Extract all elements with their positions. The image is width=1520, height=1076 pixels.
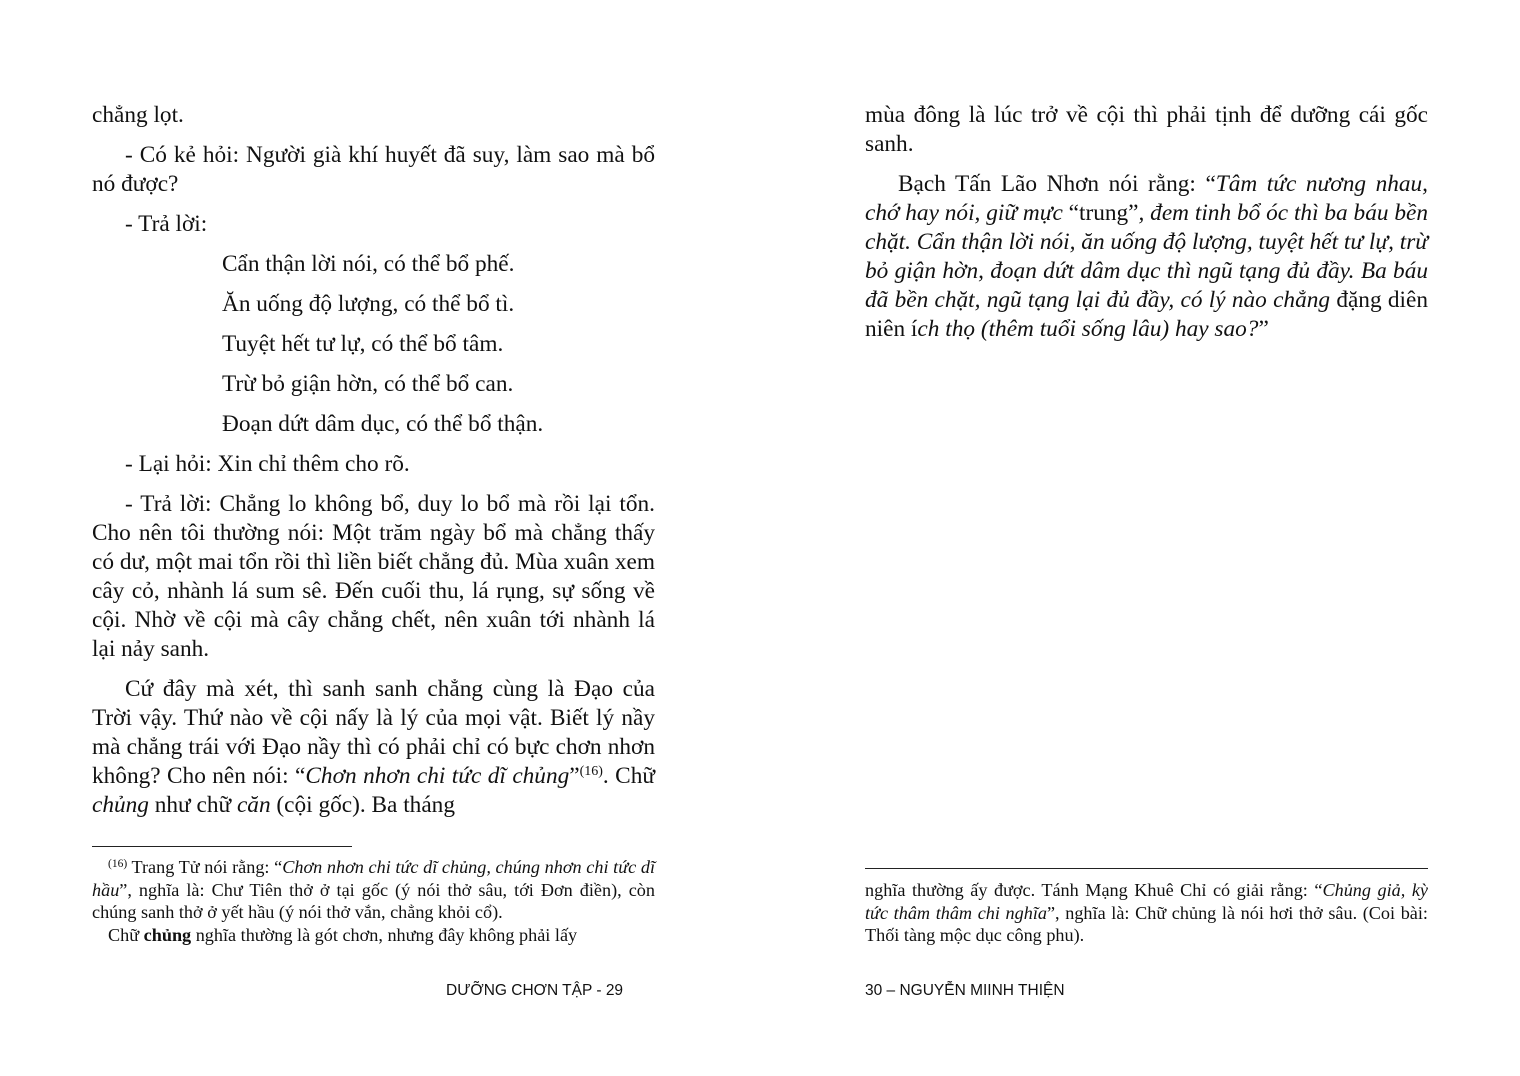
text-run: ”, nghĩa là: Chư Tiên thở ở tại gốc (ý nói thở sâu, tới Đơn điền), còn chúng sanh thở ở yết hầu (ý nói thở vắn, chẳng khỏi cổ). [92, 879, 655, 922]
left-page-body [92, 101, 655, 831]
quote-italic: Chủng giả, kỳ tức thâm thâm chi nghĩa [865, 880, 1428, 923]
paragraph-last [92, 675, 655, 820]
quote-italic: , đem tinh bổ óc thì ba báu bền chặt. Cẩn thận lời nói, ăn uống độ lượng, tuyệt hết tư lự, trừ bỏ giận hờn, đoạn dứt dâm dục thì ngũ tạng đủ đầy. Ba báu đã bền chặt, ngũ tạng lại đủ đầy, có lý nào chẳng [865, 200, 1428, 313]
text-run: Chữ [108, 924, 144, 945]
text-run: ”, nghĩa là: Chữ chủng là nói hơi thở sâu. (Coi bài: Thối tàng mộc dục công phu). [865, 902, 1428, 945]
paragraph: mùa đông là lúc trở về cội thì phải tịnh để dưỡng cái gốc sanh. [865, 102, 1428, 157]
text-run: ” [1258, 316, 1269, 342]
footnote-text [92, 856, 655, 924]
quote-italic: Chơn nhơn chi tức dĩ chủng [305, 763, 570, 789]
verse-line: Tuyệt hết tư lự, có thể bổ tâm. [222, 331, 504, 357]
text-run: Bạch Tấn Lão Nhơn nói rằng: “ [898, 171, 1216, 197]
text-run: nghĩa thường ấy được. Tánh Mạng Khuê Chỉ có giải rằng: “ [865, 880, 1323, 900]
paragraph: - Có kẻ hỏi: Người già khí huyết đã suy, làm sao mà bổ nó được? [92, 142, 655, 197]
text-run: (cội gốc). Ba tháng [270, 792, 455, 818]
footnote-divider [865, 868, 1428, 869]
footnote-text [92, 924, 655, 947]
text-run: ” [569, 763, 580, 789]
verse-line: Cẩn thận lời nói, có thể bổ phế. [222, 251, 515, 277]
quote-italic: ch thọ (thêm tuổi sống lâu) hay sao? [917, 316, 1259, 342]
paragraph: - Lại hỏi: Xin chỉ thêm cho rõ. [125, 451, 410, 477]
text-run: Cứ đây mà xét, thì sanh sanh chẳng cùng là Đạo của Trời vậy. Thứ nào về cội nấy là lý của mọi vật. Biết lý nầy mà chẳng trái với Đạo nầy thì có phải chỉ có bực chơn nhơn không? Cho nên nói: “ [92, 676, 655, 789]
footnote-ref: (16) [579, 764, 603, 779]
footnote-continued [865, 879, 1428, 947]
right-page-body [865, 101, 1428, 355]
footnote-marker: (16) [108, 858, 128, 870]
footnote-divider [92, 846, 352, 847]
page-folio: 30 – NGUYỄN MIINH THIỆN [865, 982, 1065, 999]
text-run: nghĩa thường là gót chơn, nhưng đây không phải lấy [191, 924, 578, 945]
footnote-text [865, 879, 1428, 947]
text-run: đặng diên niên í [865, 287, 1428, 342]
verse-line: Đoạn dứt dâm dục, có thể bổ thận. [222, 411, 544, 437]
paragraph [865, 170, 1428, 344]
term-italic: căn [236, 792, 271, 818]
text-run: Trang Tử nói rằng: “ [127, 857, 283, 877]
footnote [92, 856, 655, 946]
text-run: . Chữ [602, 763, 655, 789]
paragraph: chẳng lọt. [92, 102, 184, 128]
term-bold: chủng [143, 924, 192, 945]
quote-italic: Chơn nhơn chi tức dĩ chủng, chúng nhơn chi tức dĩ hầu [92, 857, 656, 900]
verse-line: Ăn uống độ lượng, có thể bổ tì. [222, 291, 515, 317]
text-run: như chữ [148, 792, 237, 818]
verse-line: Trừ bỏ giận hờn, có thể bổ can. [222, 371, 514, 397]
term-italic: chủng [92, 792, 149, 818]
text-run: “trung” [1068, 200, 1139, 226]
page-folio: DƯỠNG CHƠN TẬP - 29 [446, 982, 624, 999]
quote-italic: Tâm tức nương nhau, chớ hay nói, giữ mực [865, 171, 1428, 226]
paragraph: - Trả lời: [125, 211, 208, 237]
paragraph: - Trả lời: Chẳng lo không bổ, duy lo bổ mà rồi lại tổn. Cho nên tôi thường nói: Một trăm ngày bổ mà chẳng thấy có dư, một mai tổn rồi thì liền biết chẳng đủ. Mùa xuân xem cây cỏ, nhành lá sum sê. Đến cuối thu, lá rụng, sự sống về cội. Nhờ về cội mà cây chẳng chết, nên xuân tới nhành lá lại nảy sanh. [92, 491, 655, 662]
